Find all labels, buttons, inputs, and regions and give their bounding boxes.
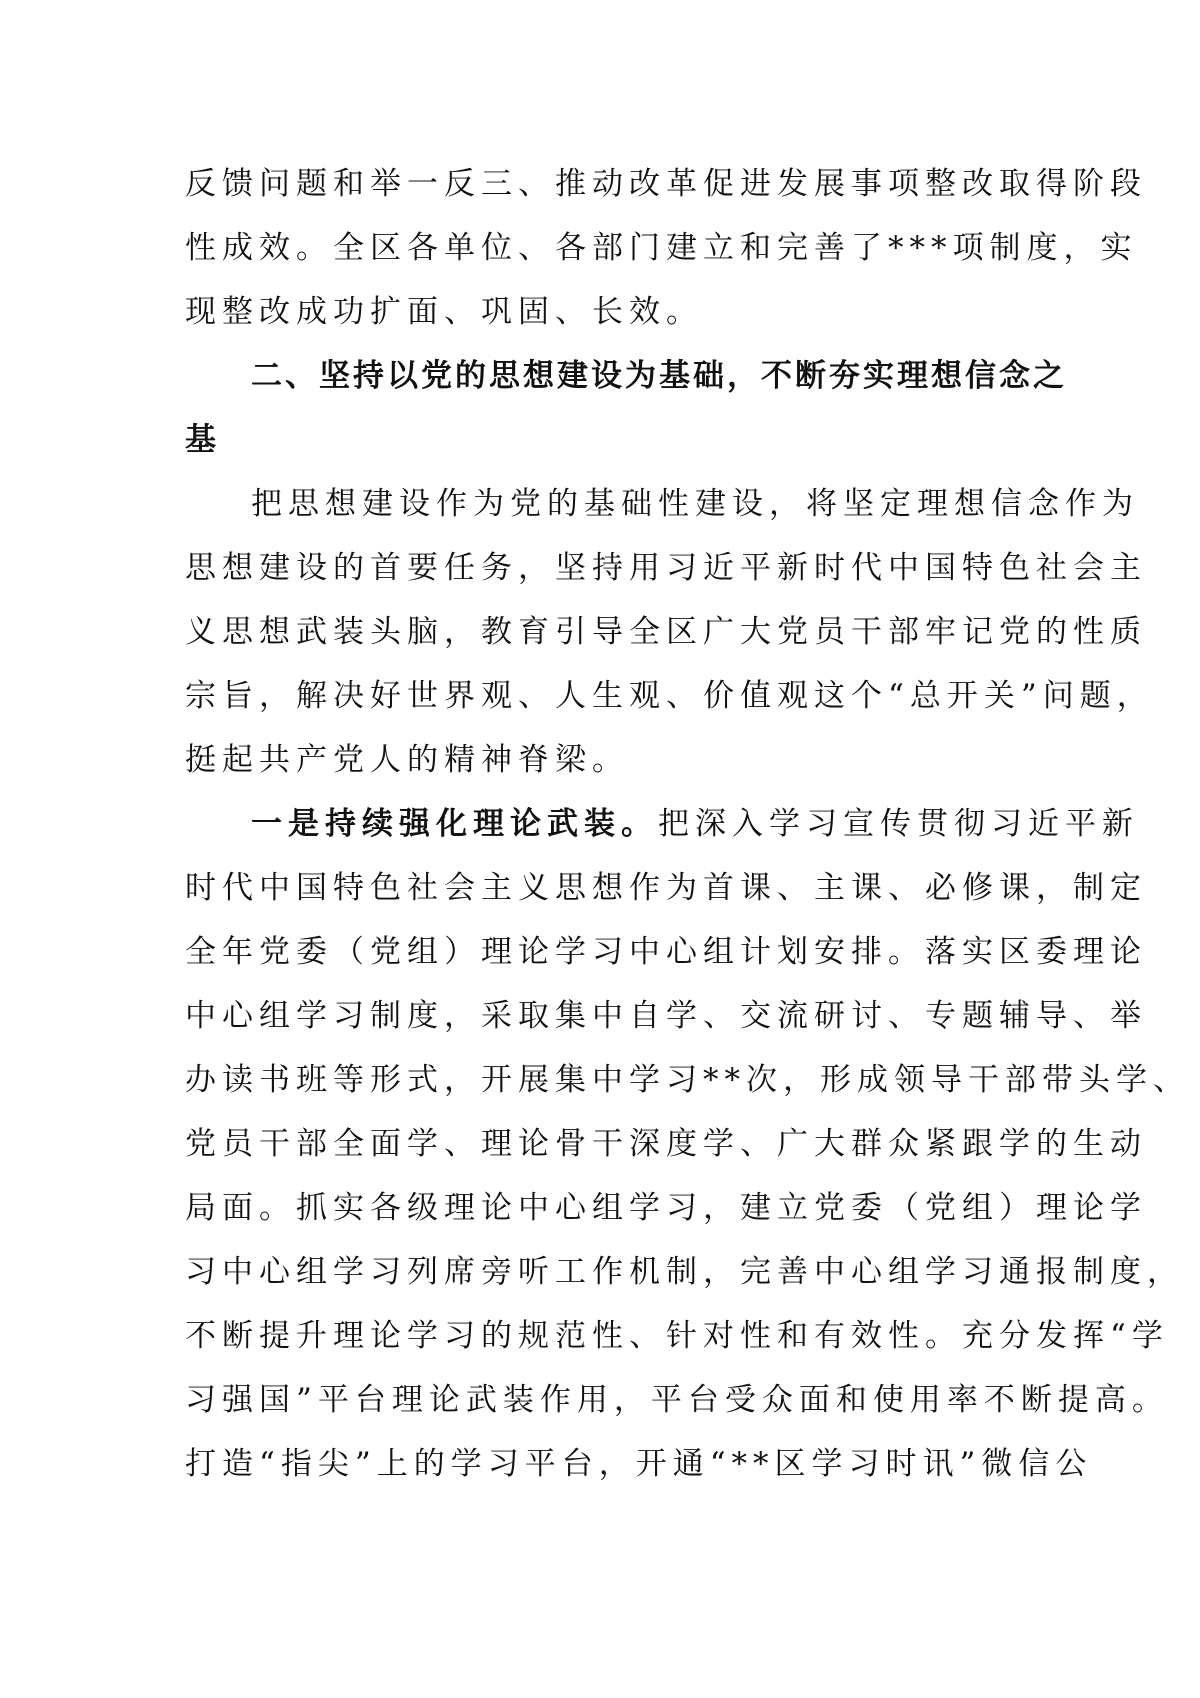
text-line: 义思想武装头脑，教育引导全区广大党员干部牢记党的性质 <box>185 614 1147 650</box>
text-line: 时代中国特色社会主义思想作为首课、主课、必修课，制定 <box>185 870 1147 906</box>
text-line: 全年党委（党组）理论学习中心组计划安排。落实区委理论 <box>185 934 1147 970</box>
text-line: 打造“指尖”上的学习平台，开通“**区学习时讯”微信公 <box>185 1446 1093 1482</box>
text-line: 局面。抓实各级理论中心组学习，建立党委（党组）理论学 <box>185 1190 1147 1226</box>
heading-line: 二、坚持以党的思想建设为基础，不断夯实理想信念之 <box>251 358 1067 394</box>
text-line: 党员干部全面学、理论骨干深度学、广大群众紧跟学的生动 <box>185 1126 1147 1162</box>
text-line: 习强国”平台理论武装作用，平台受众面和使用率不断提高。 <box>185 1382 1169 1418</box>
heading-line: 基 <box>185 422 219 458</box>
text-line: 习中心组学习列席旁听工作机制，完善中心组学习通报制度， <box>185 1254 1184 1290</box>
paragraph-continuation <box>185 152 1147 344</box>
text-line: 挺起共产党人的精神脊梁。 <box>185 742 629 778</box>
text-line: 思想建设的首要任务，坚持用习近平新时代中国特色社会主 <box>185 550 1147 586</box>
text-line <box>185 792 1139 856</box>
text-line: 把思想建设作为党的基础性建设，将坚定理想信念作为 <box>251 486 1139 522</box>
intro-paragraph <box>185 472 1154 792</box>
section-heading <box>185 344 1067 472</box>
text-line: 宗旨，解决好世界观、人生观、价值观这个“总开关”问题， <box>185 678 1154 714</box>
text-line: 现整改成功扩面、巩固、长效。 <box>185 294 703 330</box>
text-line: 办读书班等形式，开展集中学习**次，形成领导干部带头学、 <box>185 1062 1190 1098</box>
document-body <box>185 152 1190 1496</box>
text-span: 把深入学习宣传贯彻习近平新 <box>658 806 1139 842</box>
paragraph-lead: 一是持续强化理论武装。 <box>251 806 658 842</box>
text-line: 反馈问题和举一反三、推动改革促进发展事项整改取得阶段 <box>185 166 1147 202</box>
text-line: 中心组学习制度，采取集中自学、交流研讨、专题辅导、举 <box>185 998 1147 1034</box>
theory-paragraph <box>185 792 1190 1496</box>
text-line: 不断提升理论学习的规范性、针对性和有效性。充分发挥“学 <box>185 1318 1169 1354</box>
text-line: 性成效。全区各单位、各部门建立和完善了***项制度，实 <box>185 230 1138 266</box>
